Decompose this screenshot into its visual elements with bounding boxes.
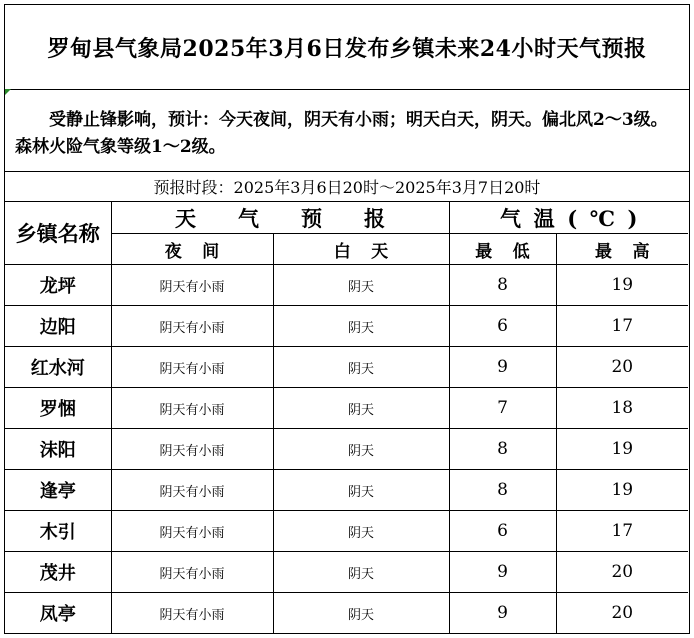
night-weather: 阴天有小雨 <box>111 265 273 306</box>
low-temp: 7 <box>449 388 556 429</box>
header-temperature: 气温(℃) <box>449 202 688 234</box>
high-temp: 17 <box>556 306 688 347</box>
day-weather: 阴天 <box>273 511 449 552</box>
high-temp: 20 <box>556 347 688 388</box>
day-weather: 阴天 <box>273 388 449 429</box>
header-high: 最高 <box>556 234 688 265</box>
forecast-period: 预报时段：2025年3月6日20时～2025年3月7日20时 <box>5 172 689 202</box>
day-weather: 阴天 <box>273 593 449 634</box>
day-weather: 阴天 <box>273 552 449 593</box>
high-temp: 19 <box>556 470 688 511</box>
day-weather: 阴天 <box>273 347 449 388</box>
forecast-table <box>5 201 688 634</box>
table-row <box>5 511 688 552</box>
night-weather: 阴天有小雨 <box>111 593 273 634</box>
low-temp: 9 <box>449 552 556 593</box>
low-temp: 6 <box>449 306 556 347</box>
town-name: 罗悃 <box>5 388 111 429</box>
forecast-summary: 受静止锋影响，预计：今天夜间，阴天有小雨；明天白天，阴天。偏北风2～3级。森林火险气象等级1～2级。 <box>5 90 689 172</box>
town-name: 逢亭 <box>5 470 111 511</box>
forecast-rows <box>5 265 688 634</box>
night-weather: 阴天有小雨 <box>111 429 273 470</box>
night-weather: 阴天有小雨 <box>111 388 273 429</box>
town-name: 木引 <box>5 511 111 552</box>
day-weather: 阴天 <box>273 429 449 470</box>
high-temp: 19 <box>556 265 688 306</box>
header-day: 白天 <box>273 234 449 265</box>
low-temp: 9 <box>449 593 556 634</box>
low-temp: 8 <box>449 265 556 306</box>
town-name: 边阳 <box>5 306 111 347</box>
table-row <box>5 306 688 347</box>
night-weather: 阴天有小雨 <box>111 552 273 593</box>
page-title: 罗甸县气象局2025年3月6日发布乡镇未来24小时天气预报 <box>5 5 689 90</box>
low-temp: 9 <box>449 347 556 388</box>
town-name: 龙坪 <box>5 265 111 306</box>
header-town: 乡镇名称 <box>5 202 111 265</box>
high-temp: 17 <box>556 511 688 552</box>
header-row-primary <box>5 202 688 234</box>
forecast-sheet <box>4 4 690 634</box>
low-temp: 6 <box>449 511 556 552</box>
high-temp: 20 <box>556 593 688 634</box>
town-name: 沫阳 <box>5 429 111 470</box>
day-weather: 阴天 <box>273 306 449 347</box>
header-low: 最低 <box>449 234 556 265</box>
day-weather: 阴天 <box>273 265 449 306</box>
table-row <box>5 347 688 388</box>
table-row <box>5 470 688 511</box>
high-temp: 19 <box>556 429 688 470</box>
town-name: 凤亭 <box>5 593 111 634</box>
header-night: 夜间 <box>111 234 273 265</box>
night-weather: 阴天有小雨 <box>111 511 273 552</box>
high-temp: 20 <box>556 552 688 593</box>
night-weather: 阴天有小雨 <box>111 306 273 347</box>
town-name: 红水河 <box>5 347 111 388</box>
night-weather: 阴天有小雨 <box>111 347 273 388</box>
day-weather: 阴天 <box>273 470 449 511</box>
night-weather: 阴天有小雨 <box>111 470 273 511</box>
table-row <box>5 388 688 429</box>
low-temp: 8 <box>449 429 556 470</box>
table-row <box>5 265 688 306</box>
town-name: 茂井 <box>5 552 111 593</box>
table-row <box>5 429 688 470</box>
high-temp: 18 <box>556 388 688 429</box>
table-row <box>5 552 688 593</box>
header-forecast: 天气预报 <box>111 202 449 234</box>
table-row <box>5 593 688 634</box>
low-temp: 8 <box>449 470 556 511</box>
